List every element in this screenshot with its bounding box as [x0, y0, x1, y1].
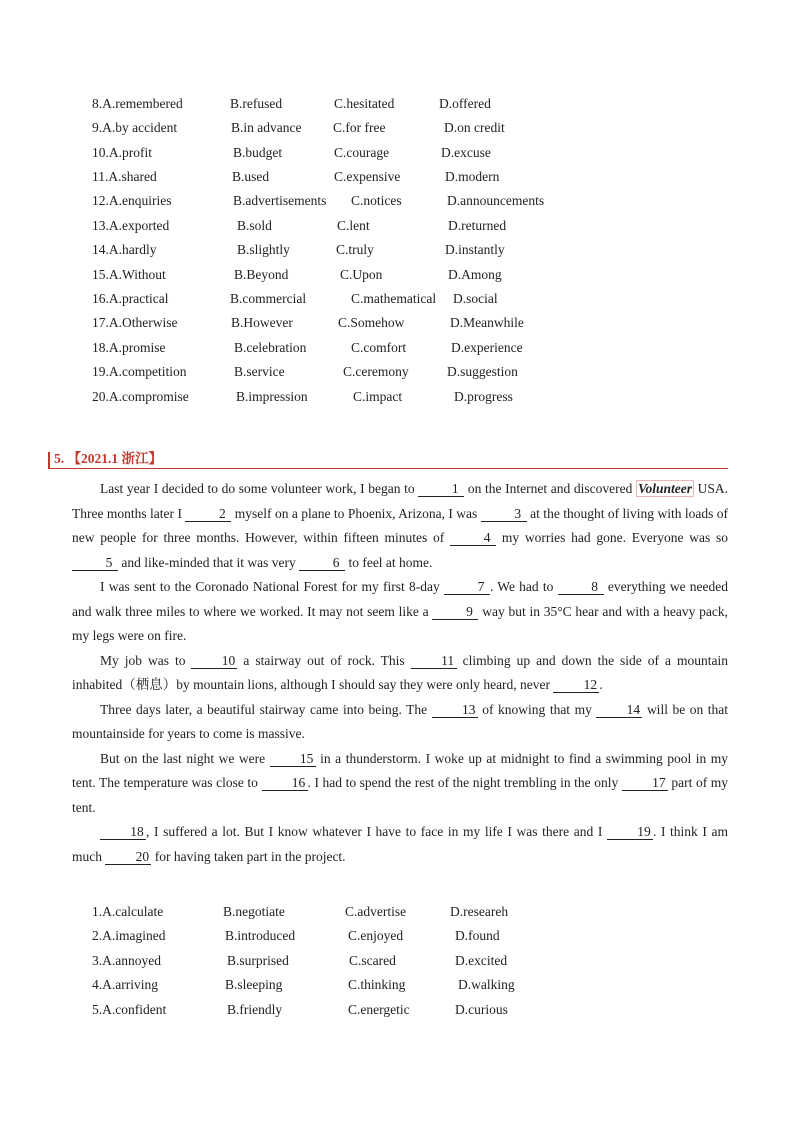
- option-d: D.instantly: [445, 242, 505, 257]
- option-d: D.excited: [455, 953, 508, 968]
- option-b: B.introduced: [225, 928, 296, 943]
- option-c: C.impact: [353, 389, 403, 404]
- option-b: B.surprised: [227, 953, 289, 968]
- blank-1[interactable]: 1: [418, 482, 464, 497]
- option-row-19: [0, 362, 800, 382]
- brand-volunteer: Volunteer: [637, 481, 692, 496]
- option-b: B.used: [232, 169, 270, 184]
- option-c: C.hesitated: [334, 96, 395, 111]
- blank-16[interactable]: 16: [262, 776, 308, 791]
- passage: [72, 477, 728, 869]
- option-b: B.commercial: [230, 291, 307, 306]
- option-c: C.truly: [336, 242, 374, 257]
- blank-20[interactable]: 20: [105, 850, 151, 865]
- option-b: B.negotiate: [223, 904, 285, 919]
- option-row-15: [0, 265, 800, 285]
- option-c: C.courage: [334, 145, 390, 160]
- option-a: 13.A.exported: [92, 218, 170, 233]
- blank-4[interactable]: 4: [450, 531, 496, 546]
- option-c: C.Upon: [340, 267, 383, 282]
- option-row-17: [0, 313, 800, 333]
- option-c: C.expensive: [334, 169, 401, 184]
- option-a: 1.A.calculate: [92, 904, 164, 919]
- option-c: C.comfort: [351, 340, 407, 355]
- option-row-13: [0, 216, 800, 236]
- blank-3[interactable]: 3: [481, 507, 527, 522]
- option-a: 9.A.by accident: [92, 120, 178, 135]
- option-a: 3.A.annoyed: [92, 953, 161, 968]
- option-b: B.celebration: [234, 340, 307, 355]
- option-b: B.budget: [233, 145, 283, 160]
- option-d: D.Among: [448, 267, 502, 282]
- option-a: 5.A.confident: [92, 1002, 167, 1017]
- blank-10[interactable]: 10: [191, 654, 237, 669]
- option-b: B.impression: [236, 389, 308, 404]
- option-row-16: [0, 289, 800, 309]
- option-row-2: [0, 926, 800, 946]
- option-a: 10.A.profit: [92, 145, 152, 160]
- option-a: 20.A.compromise: [92, 389, 189, 404]
- option-a: 14.A.hardly: [92, 242, 157, 257]
- option-d: D.Meanwhile: [450, 315, 524, 330]
- option-row-5: [0, 1000, 800, 1020]
- option-c: C.energetic: [348, 1002, 410, 1017]
- option-row-11: [0, 167, 800, 187]
- paragraph-2: I was sent to the Coronado National Forest for my first 8-day 7 . We had to 8 everything we needed and walk three miles to where we worked. It may not seem like a 9 way but in 35°C hear and with a heavy pack, my legs were on fire.: [72, 579, 729, 643]
- option-a: 16.A.practical: [92, 291, 169, 306]
- option-b: B.However: [231, 315, 293, 330]
- option-c: C.notices: [351, 193, 402, 208]
- option-a: 17.A.Otherwise: [92, 315, 178, 330]
- blank-9[interactable]: 9: [432, 605, 478, 620]
- option-b: B.sleeping: [225, 977, 283, 992]
- option-b: B.slightly: [237, 242, 290, 257]
- blank-2[interactable]: 2: [185, 507, 231, 522]
- option-row-18: [0, 338, 800, 358]
- option-b: B.refused: [230, 96, 283, 111]
- option-d: D.found: [455, 928, 500, 943]
- option-d: D.researeh: [450, 904, 509, 919]
- option-a: 11.A.shared: [92, 169, 157, 184]
- option-a: 19.A.competition: [92, 364, 187, 379]
- blank-17[interactable]: 17: [622, 776, 668, 791]
- option-c: C.advertise: [345, 904, 407, 919]
- paragraph-6: 18 , I suffered a lot. But I know whatever I have to face in my life I was there and I 19 . I think I am much 20 for having taken part in the project.: [72, 824, 729, 864]
- option-d: D.modern: [445, 169, 500, 184]
- option-c: C.Somehow: [338, 315, 405, 330]
- option-d: D.curious: [455, 1002, 508, 1017]
- option-b: B.service: [234, 364, 285, 379]
- option-row-14: [0, 240, 800, 260]
- blank-12[interactable]: 12: [553, 678, 599, 693]
- option-row-12: [0, 191, 800, 211]
- paragraph-3: My job was to 10 a stairway out of rock. This 11 climbing up and down the side of a mountain inhabited（栖息）by mountain lions, although I should say they were only heard, never 12 .: [72, 652, 728, 692]
- option-c: C.mathematical: [351, 291, 437, 306]
- option-a: 18.A.promise: [92, 340, 166, 355]
- option-c: C.for free: [333, 120, 386, 135]
- option-row-20: [0, 387, 800, 407]
- option-row-3: [0, 951, 800, 971]
- paragraph-4: Three days later, a beautiful stairway came into being. The 13 of knowing that my 14 will be on that mountainside for years to come is massive.: [72, 701, 729, 741]
- option-c: C.thinking: [348, 977, 406, 992]
- option-a: 4.A.arriving: [92, 977, 158, 992]
- option-b: B.Beyond: [234, 267, 289, 282]
- blank-19[interactable]: 19: [607, 825, 653, 840]
- blank-18[interactable]: 18: [100, 825, 146, 840]
- option-d: D.returned: [448, 218, 507, 233]
- paragraph-1: Last year I decided to do some volunteer work, I began to 1 on the Internet and discovered Volunteer USA. Three months later I 2 myself on a plane to Phoenix, Arizona, I was 3 at the thought of living with loads of new people for three months. However, within fifteen minutes of 4 my worries had gone. Everyone was so 5 and like-minded that it was very 6 to feel at home.: [72, 481, 729, 570]
- option-row-9: [0, 118, 800, 138]
- option-d: D.experience: [451, 340, 523, 355]
- paragraph-5: But on the last night we were 15 in a thunderstorm. I woke up at midnight to find a swimming pool in my tent. The temperature was close to 16 . I had to spend the rest of the night trembling in the only 17 part of my tent.: [72, 750, 729, 815]
- blank-6[interactable]: 6: [299, 556, 345, 571]
- option-d: D.social: [453, 291, 498, 306]
- option-c: C.ceremony: [343, 364, 409, 379]
- blank-7[interactable]: 7: [444, 580, 490, 595]
- blank-14[interactable]: 14: [596, 703, 642, 718]
- option-a: 12.A.enquiries: [92, 193, 172, 208]
- option-a: 2.A.imagined: [92, 928, 166, 943]
- option-d: D.on credit: [444, 120, 505, 135]
- blank-8[interactable]: 8: [558, 580, 604, 595]
- option-row-4: [0, 975, 800, 995]
- option-a: 15.A.Without: [92, 267, 166, 282]
- option-b: B.friendly: [227, 1002, 283, 1017]
- option-b: B.sold: [237, 218, 272, 233]
- option-c: C.lent: [337, 218, 370, 233]
- option-d: D.suggestion: [447, 364, 518, 379]
- option-b: B.in advance: [231, 120, 302, 135]
- option-row-8: [0, 94, 800, 114]
- option-c: C.scared: [349, 953, 396, 968]
- option-row-1: [0, 902, 800, 922]
- option-b: B.advertisements: [233, 193, 327, 208]
- section-heading: [48, 450, 728, 469]
- option-d: D.walking: [458, 977, 515, 992]
- option-d: D.offered: [439, 96, 491, 111]
- blank-11[interactable]: 11: [411, 654, 457, 669]
- option-d: D.progress: [454, 389, 513, 404]
- heading-accent-bar: [48, 452, 50, 468]
- blank-5[interactable]: 5: [72, 556, 118, 571]
- option-d: D.announcements: [447, 193, 545, 208]
- section-title: 5. 【2021.1 浙江】: [54, 451, 162, 466]
- option-d: D.excuse: [441, 145, 491, 160]
- blank-15[interactable]: 15: [270, 752, 316, 767]
- option-c: C.enjoyed: [348, 928, 404, 943]
- option-row-10: [0, 143, 800, 163]
- option-a: 8.A.remembered: [92, 96, 183, 111]
- blank-13[interactable]: 13: [432, 703, 478, 718]
